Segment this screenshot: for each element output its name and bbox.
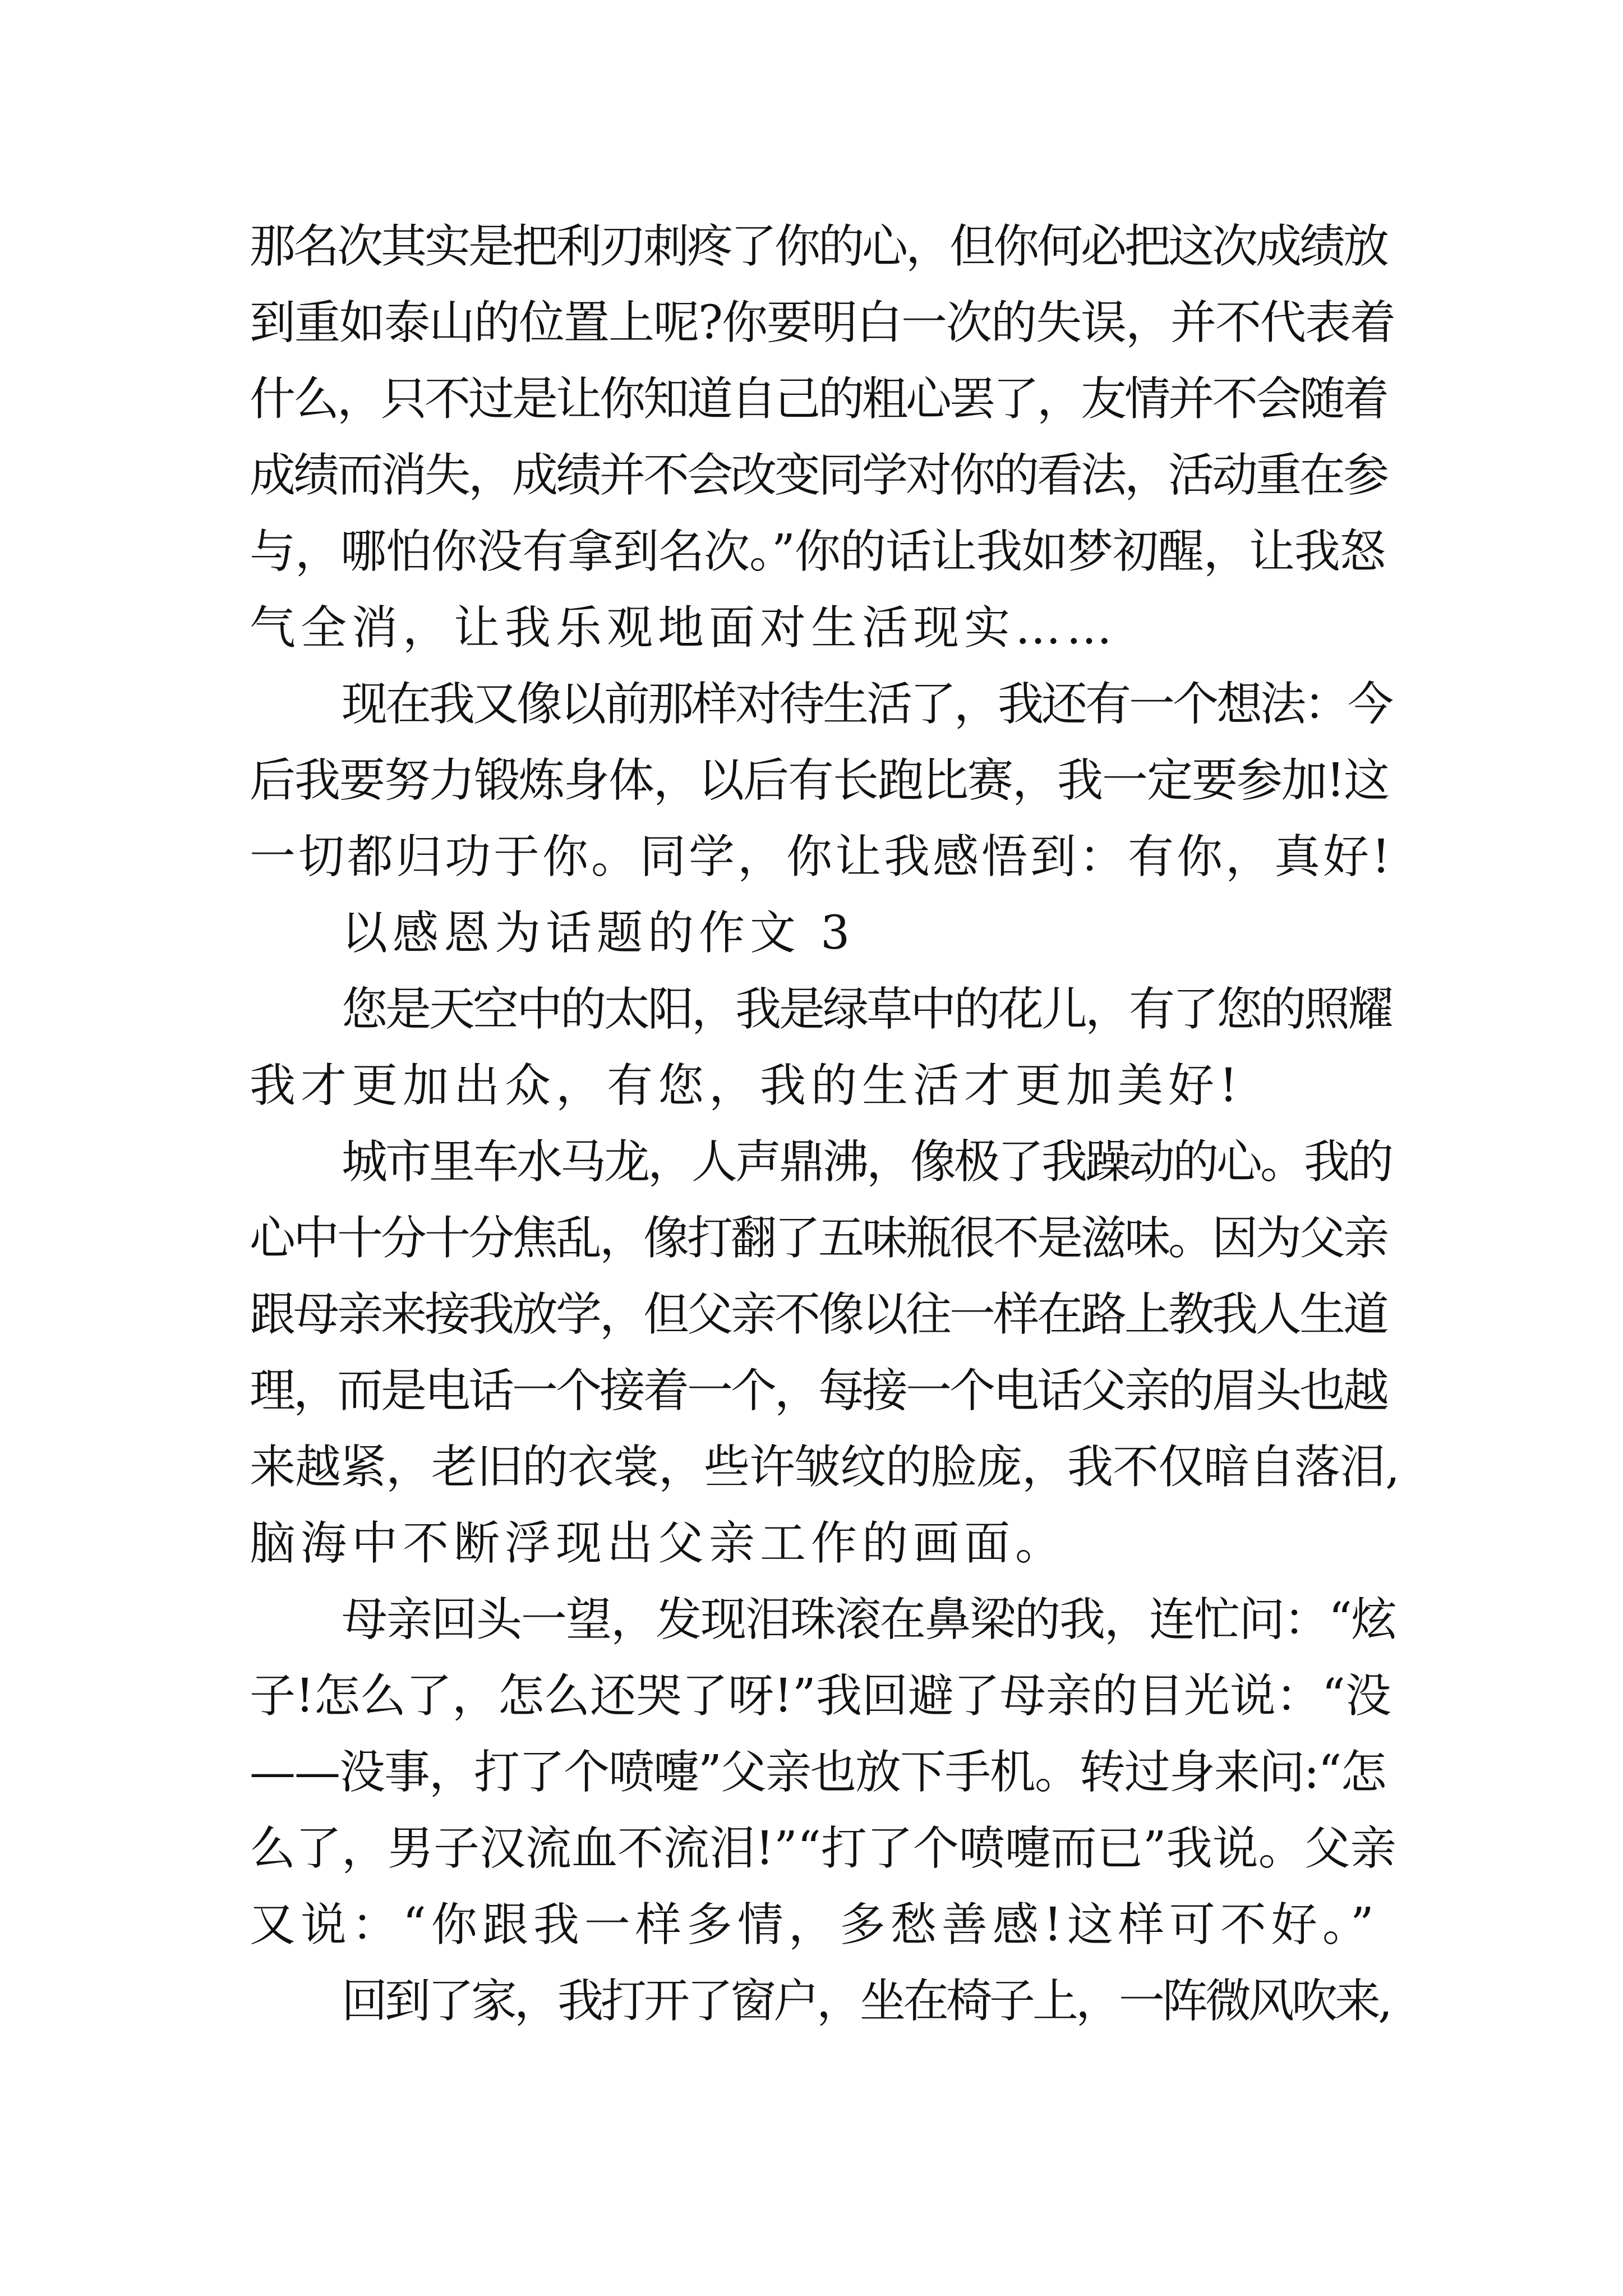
text-line: 与，哪怕你没有拿到名次。”你的话让我如梦初醒，让我怒 [250, 525, 1385, 578]
text-line: 母亲回头一望，发现泪珠滚在鼻梁的我，连忙问：“炫 [342, 1593, 1396, 1646]
text-line: 又说：“你跟我一样多情，多愁善感!这样可不好。” [250, 1898, 1379, 1952]
text-line: 成绩而消失，成绩并不会改变同学对你的看法，活动重在参 [250, 449, 1387, 502]
essay-body [250, 209, 1399, 2040]
text-line: ——没事，打了个喷嚏”父亲也放下手机。转过身来问:“怎 [250, 1746, 1386, 1799]
text-line: 子!怎么了，怎么还哭了呀!”我回避了母亲的目光说：“没 [250, 1669, 1391, 1723]
text-line: 来越紧，老旧的衣裳，些许皱纹的脸庞，我不仅暗自落泪, [250, 1441, 1400, 1494]
text-line: 么了，男子汉流血不流泪!”“打了个喷嚏而已”我说。父亲 [250, 1822, 1396, 1875]
text-line: 以感恩为话题的作文 3 [342, 907, 855, 960]
text-line: 现在我又像以前那样对待生活了，我还有一个想法：今 [342, 678, 1392, 731]
text-line: 脑海中不断浮现出父亲工作的画面。 [250, 1517, 1067, 1570]
text-line: 城市里车水马龙，人声鼎沸，像极了我躁动的心。我的 [342, 1135, 1392, 1189]
text-line: 到重如泰山的位置上呢?你要明白一次的失误，并不代表着 [250, 296, 1395, 349]
text-line: 什么，只不过是让你知道自己的粗心罢了，友情并不会随着 [250, 372, 1387, 426]
text-line: 一切都归功于你。同学，你让我感悟到：有你，真好! [250, 830, 1393, 884]
text-line: 我才更加出众，有您，我的生活才更加美好! [250, 1059, 1243, 1112]
text-line: 气全消，让我乐观地面对生活现实…… [250, 601, 1118, 655]
text-line: 后我要努力锻炼身体，以后有长跑比赛，我一定要参加!这 [250, 754, 1389, 807]
text-line: 您是天空中的太阳，我是绿草中的花儿，有了您的照耀 [342, 983, 1392, 1036]
text-line: 那名次其实是把利刃刺疼了你的心，但你何必把这次成绩放 [250, 220, 1387, 273]
text-line: 心中十分十分焦乱，像打翻了五味瓶很不是滋味。因为父亲 [250, 1212, 1387, 1265]
text-line: 理，而是电话一个接着一个，每接一个电话父亲的眉头也越 [250, 1364, 1387, 1418]
text-line: 回到了家，我打开了窗户，坐在椅子上，一阵微风吹来, [342, 1975, 1390, 2028]
text-line: 跟母亲来接我放学，但父亲不像以往一样在路上教我人生道 [250, 1288, 1387, 1341]
